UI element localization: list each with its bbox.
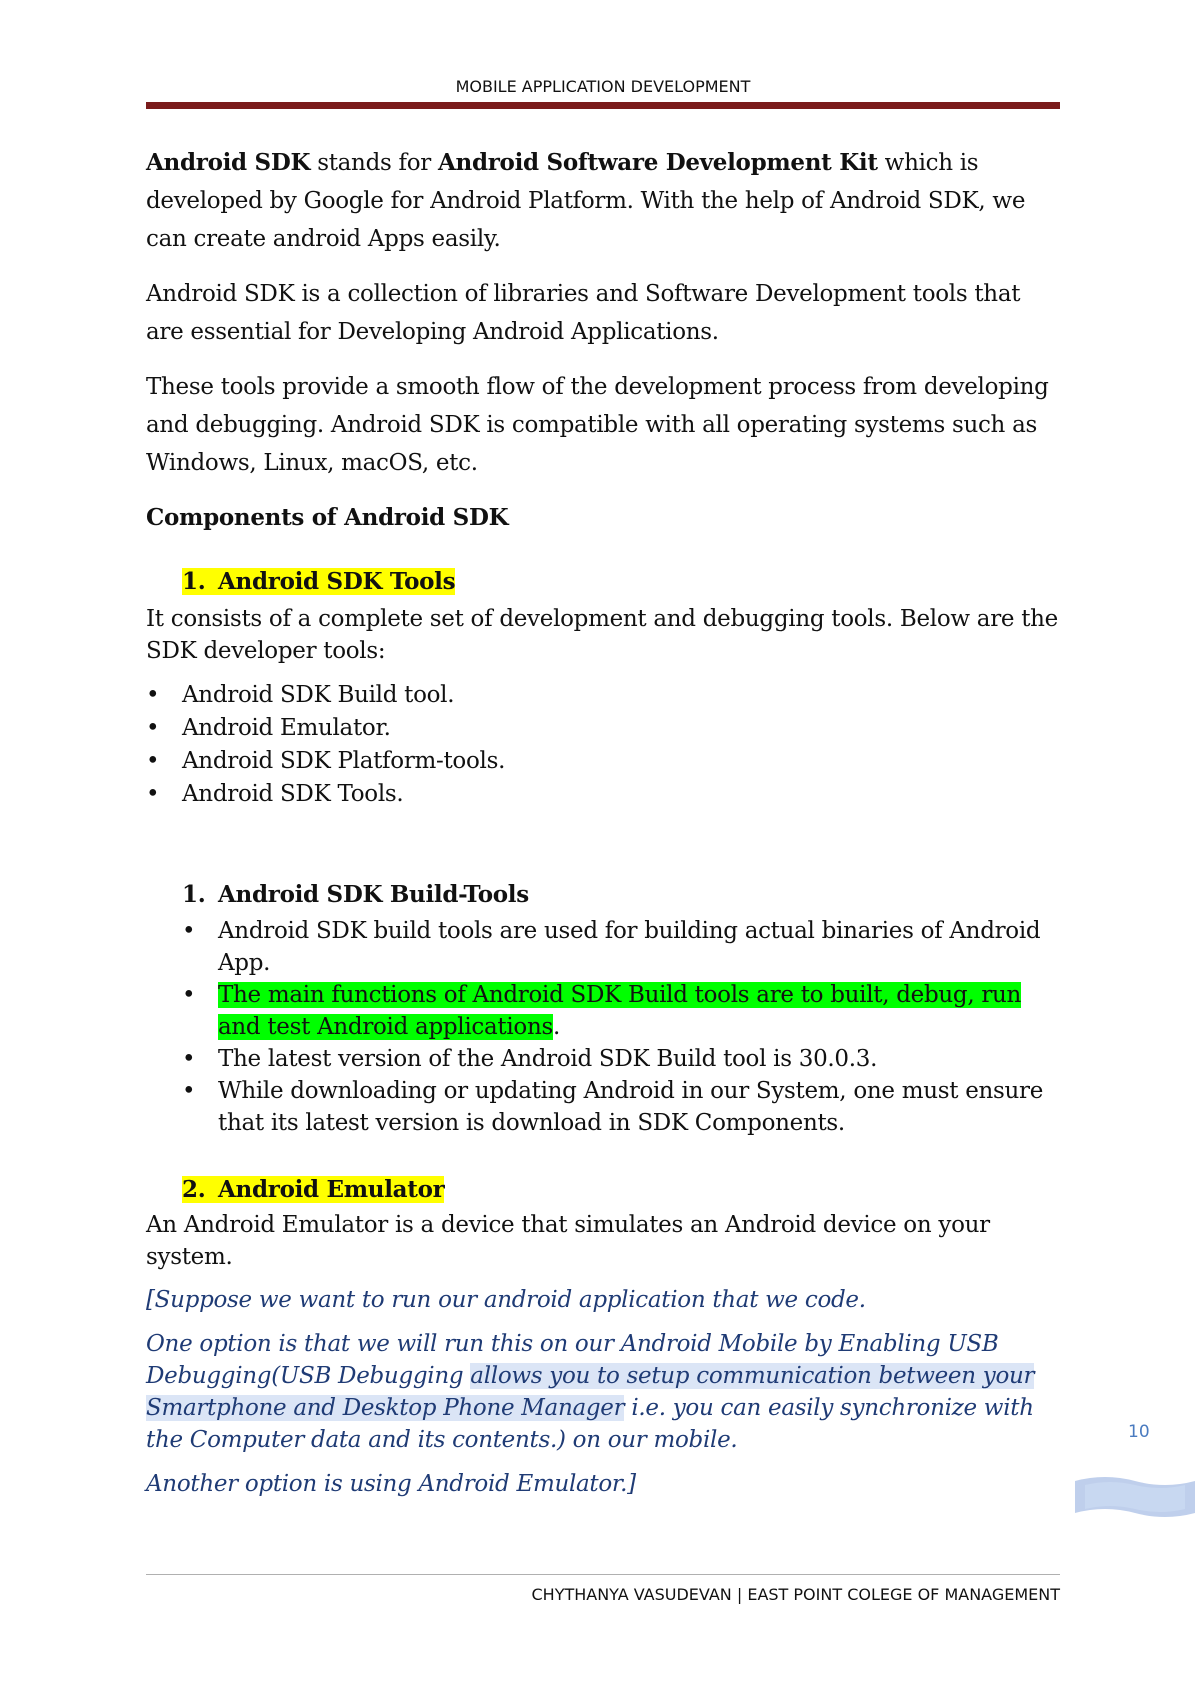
list-item: • Android SDK Platform-tools. [146, 745, 1060, 778]
footer-rule [146, 1574, 1060, 1575]
emulator-note-2: One option is that we will run this on our Android Mobile by Enabling USB Debugging(USB Debugging allows you to setup communication between your Smartphone and Desktop Phone Manager i.e. you can easily synchronize with the Computer data and its contents.) on our mobile. [146, 1331, 1035, 1453]
page-header: MOBILE APPLICATION DEVELOPMENT [455, 77, 751, 96]
list-item: • The main functions of Android SDK Build tools are to built, debug, run and test Android applications. [146, 979, 1060, 1043]
footer-separator: | [736, 1585, 743, 1604]
emulator-description: An Android Emulator is a device that simulates an Android device on your system. [146, 1212, 990, 1270]
document-body [146, 144, 1060, 1500]
components-heading: Components of Android SDK [146, 504, 509, 531]
intro-paragraph-2: Android SDK is a collection of libraries and Software Development tools that are essential for Developing Android Applications. [146, 281, 1021, 345]
intro-paragraph-1: Android SDK stands for Android Software Development Kit which is developed by Google for Android Platform. With the help of Android SDK, we can create android Apps easily. [146, 149, 1026, 252]
list-item: • Android Emulator. [146, 712, 1060, 745]
header-rule [146, 102, 1060, 109]
build-tools-list [146, 915, 1060, 1139]
list-item: • Android SDK Tools. [146, 778, 1060, 811]
emulator-note-1: [Suppose we want to run our android application that we code. [146, 1287, 866, 1313]
section-emulator-heading: 2. Android Emulator [182, 1176, 445, 1203]
list-item: • The latest version of the Android SDK Build tool is 30.0.3. [146, 1043, 1060, 1075]
sdk-tools-list [146, 679, 1060, 811]
term-android-sdk: Android SDK [146, 149, 311, 176]
page-footer [146, 1585, 1060, 1604]
sdk-tools-description: It consists of a complete set of development and debugging tools. Below are the SDK developer tools: [146, 606, 1058, 664]
footer-author: CHYTHANYA VASUDEVAN [531, 1585, 732, 1604]
list-item: • Android SDK build tools are used for building actual binaries of Android App. [146, 915, 1060, 979]
term-full-name: Android Software Development Kit [437, 149, 878, 176]
emulator-note-3: Another option is using Android Emulator.] [146, 1471, 636, 1497]
section-sdk-tools-heading: 1. Android SDK Tools [182, 568, 456, 595]
list-item: • Android SDK Build tool. [146, 679, 1060, 712]
section-build-tools-heading: 1. Android SDK Build-Tools [182, 881, 529, 908]
footer-college: EAST POINT COLEGE OF MANAGEMENT [747, 1585, 1060, 1604]
list-item: • While downloading or updating Android in our System, one must ensure that its latest version is download in SDK Components. [146, 1075, 1060, 1139]
page-corner-decoration [1075, 1475, 1195, 1519]
intro-paragraph-3: These tools provide a smooth flow of the development process from developing and debugging. Android SDK is compatible with all operating systems such as Windows, Linux, macOS, etc. [146, 374, 1049, 476]
page-number: 10 [1128, 1422, 1150, 1442]
